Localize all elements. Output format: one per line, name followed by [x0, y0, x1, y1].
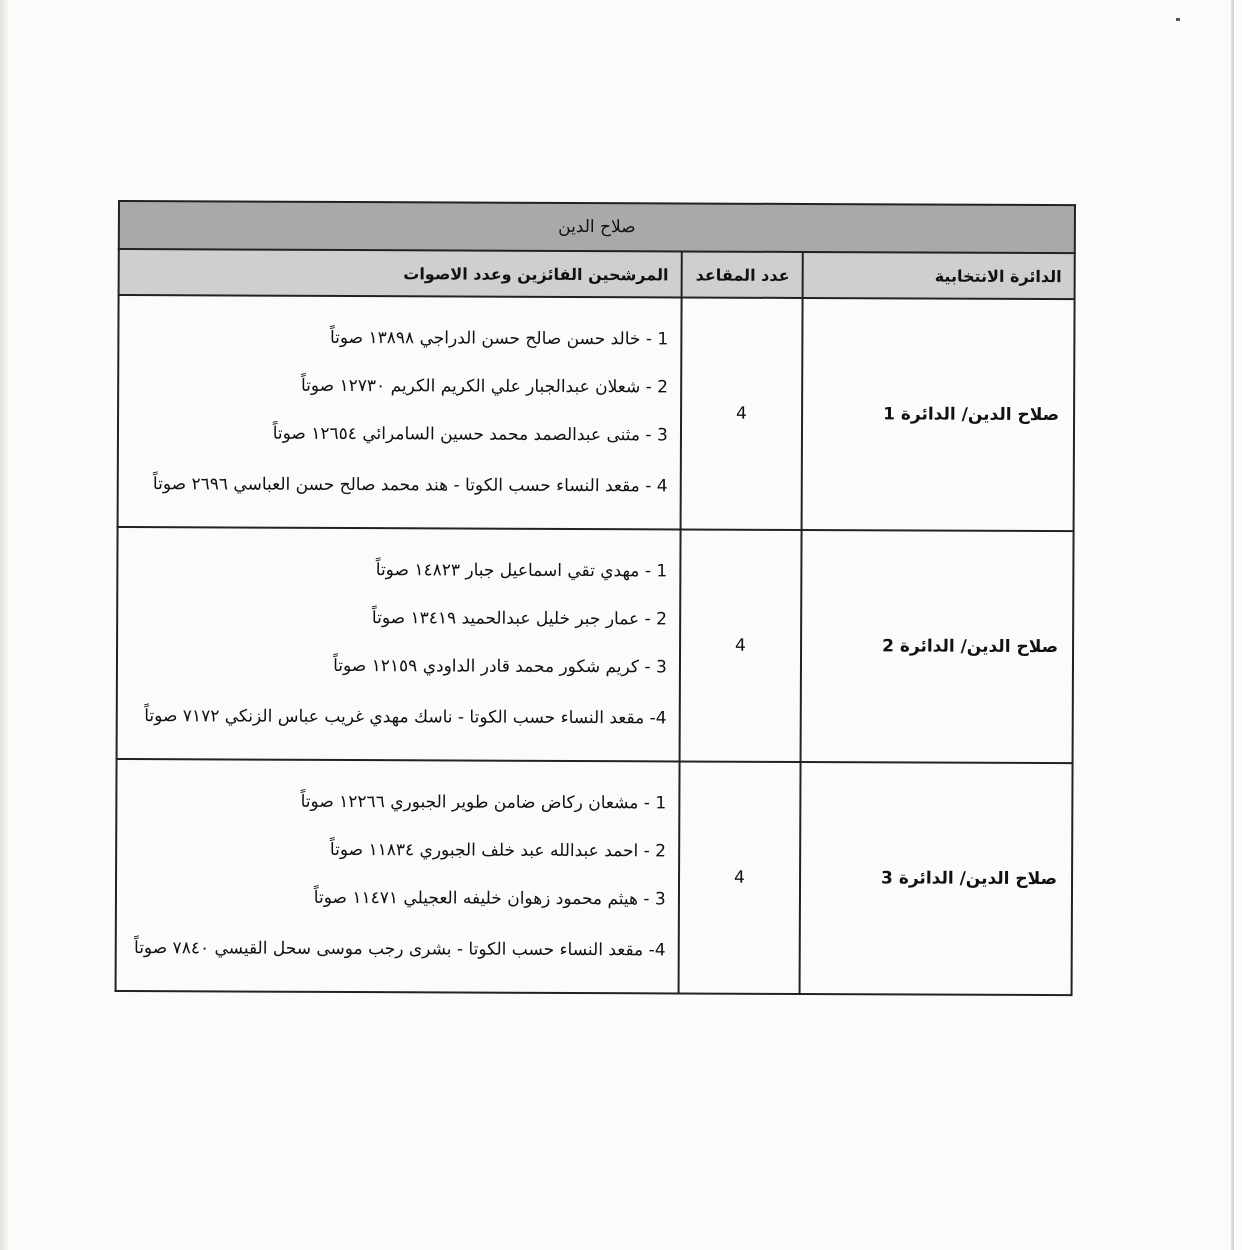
header-candidates: المرشحين الفائزين وعدد الاصوات: [119, 249, 682, 297]
election-results-table: [115, 200, 1076, 996]
page-edge-right: [1231, 0, 1234, 1250]
candidate-entry: 3 - مثنى عبدالصمد محمد حسين السامرائي ١٢٦٥٤ صوتاً: [272, 423, 668, 446]
table-row: [117, 527, 1074, 763]
candidates-cell: [117, 527, 681, 761]
candidate-entry: 1 - مشعان ركاض ضامن طوير الجبوري ١٢٢٦٦ صوتاً: [300, 791, 667, 814]
paper-speck: [1176, 18, 1180, 21]
candidate-entry: 4- مقعد النساء حسب الكوتا - ناسك مهدي غريب عباس الزنكي ٧١٧٢ صوتاً: [144, 706, 667, 729]
candidate-entry: 1 - مهدي تقي اسماعيل جبار ١٤٨٢٣ صوتاً: [375, 560, 668, 582]
seats-cell: 4: [678, 761, 800, 994]
candidate-entry: 4 - مقعد النساء حسب الكوتا - هند محمد صالح حسن العباسي ٢٦٩٦ صوتاً: [152, 474, 668, 497]
header-district: الدائرة الانتخابية: [802, 252, 1074, 299]
candidate-entry: 3 - هيثم محمود زهوان خليفه العجيلي ١١٤٧١ صوتاً: [313, 887, 666, 910]
seats-cell: 4: [679, 529, 801, 762]
district-cell: صلاح الدين/ الدائرة 2: [800, 530, 1073, 763]
header-seats: عدد المقاعد: [681, 251, 802, 298]
district-cell: صلاح الدين/ الدائرة 3: [799, 762, 1072, 995]
table-title: صلاح الدين: [119, 201, 1075, 253]
candidate-entry: 1 - خالد حسن صالح حسن الدراجي ١٣٨٩٨ صوتاً: [329, 327, 669, 350]
candidate-entry: 2 - عمار جبر خليل عبدالحميد ١٣٤١٩ صوتاً: [371, 608, 668, 630]
seats-cell: 4: [680, 297, 802, 530]
page-shadow-left: [0, 0, 8, 1250]
district-cell: صلاح الدين/ الدائرة 1: [801, 298, 1074, 531]
table-row: [118, 295, 1075, 531]
candidates-cell: [116, 759, 680, 993]
candidate-entry: 4- مقعد النساء حسب الكوتا - بشرى رجب موسى سحل القيسي ٧٨٤٠ صوتاً: [133, 938, 666, 961]
candidate-entry: 3 - كريم شكور محمد قادر الداودي ١٢١٥٩ صوتاً: [333, 655, 667, 678]
candidate-entry: 2 - احمد عبدالله عبد خلف الجبوري ١١٨٣٤ صوتاً: [329, 839, 667, 862]
candidate-entry: 2 - شعلان عبدالجبار علي الكريم الكريم ١٢٧٣٠ صوتاً: [300, 375, 669, 398]
table-header-row: [119, 249, 1075, 299]
table-title-row: [119, 201, 1075, 253]
table-row: [116, 759, 1073, 995]
candidates-cell: [118, 295, 682, 529]
